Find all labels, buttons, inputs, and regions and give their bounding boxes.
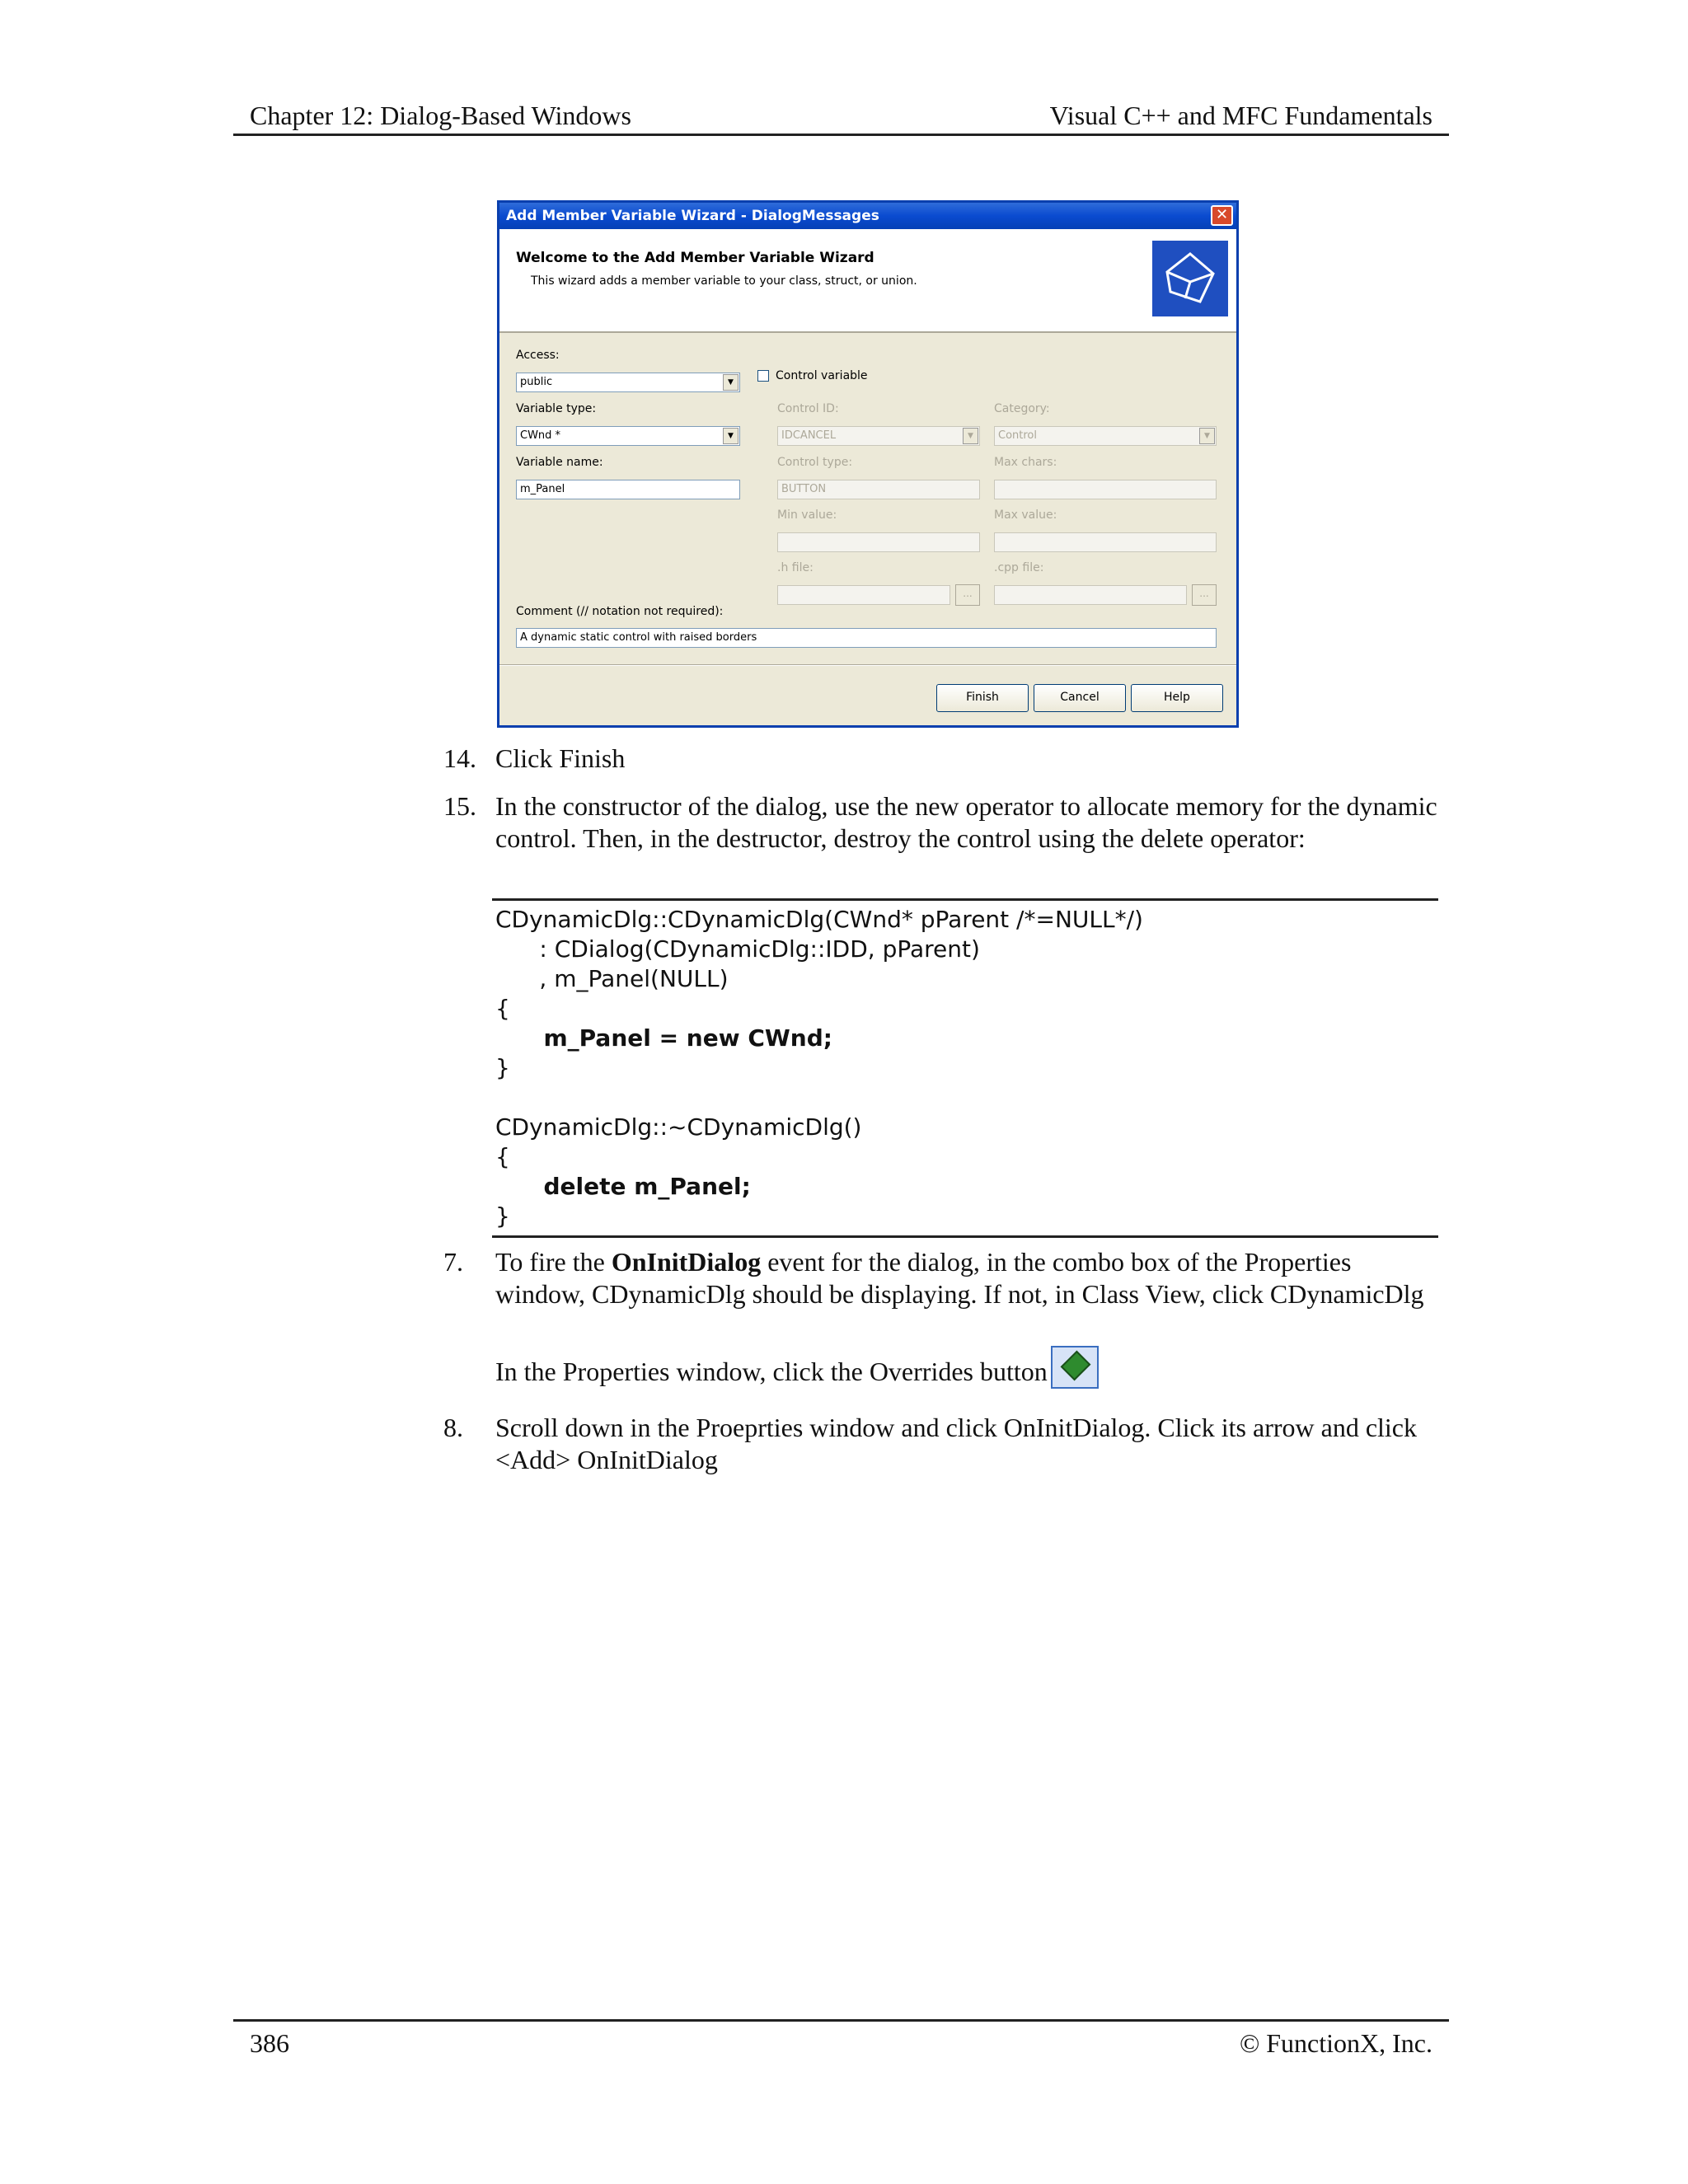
code-line: delete m_Panel;: [495, 1173, 751, 1200]
page-number: 386: [250, 2028, 289, 2058]
wizard-banner: [499, 229, 1236, 333]
code-line: }: [495, 1202, 510, 1230]
cpp-file-browse-button[interactable]: ...: [1192, 584, 1217, 606]
code-line: , m_Panel(NULL): [495, 965, 729, 992]
step-15-text: In the constructor of the dialog, use the new operator to allocate memory for the dynamic control. Then, in the destructor, destroy the control using the delete operator:: [495, 791, 1437, 853]
access-label: Access:: [516, 349, 560, 362]
book-title: Visual C++ and MFC Fundamentals: [1049, 101, 1432, 130]
step-7-sub: In the Properties window, click the Overrides button: [495, 1357, 1048, 1386]
code-line: CDynamicDlg::~CDynamicDlg(): [495, 1113, 862, 1141]
code-line: CDynamicDlg::CDynamicDlg(CWnd* pParent /*=NULL*/): [495, 906, 1143, 933]
control-variable-checkbox[interactable]: [757, 370, 769, 382]
step-7-post: event for the dialog, in the combo box of the Properties window, CDynamicDlg should be displaying. If not, in Class View, click CDynamicDlg: [495, 1247, 1424, 1309]
dialog-titlebar: [499, 203, 1236, 229]
step-7-text: [495, 1246, 1443, 1310]
code-line: {: [495, 1143, 510, 1170]
dialog-separator: [499, 664, 1236, 666]
welcome-title: Welcome to the Add Member Variable Wizard: [516, 250, 874, 266]
max-chars-label: Max chars:: [994, 456, 1057, 469]
comment-label: Comment (// notation not required):: [516, 605, 724, 618]
category-dropdown[interactable]: [994, 426, 1217, 446]
cpp-file-label: .cpp file:: [994, 561, 1044, 574]
variable-type-label: Variable type:: [516, 402, 597, 415]
code-line: m_Panel = new CWnd;: [495, 1024, 832, 1052]
control-id-label: Control ID:: [777, 402, 839, 415]
chevron-down-icon: ▼: [723, 428, 738, 444]
variable-name-field[interactable]: [516, 480, 740, 499]
help-button[interactable]: Help: [1131, 684, 1223, 712]
code-line: : CDialog(CDynamicDlg::IDD, pParent): [495, 935, 980, 963]
chapter-title: Chapter 12: Dialog-Based Windows: [250, 101, 631, 130]
category-value: Control: [998, 429, 1037, 442]
comment-field[interactable]: [516, 628, 1217, 648]
overrides-button-icon: [1051, 1346, 1099, 1389]
h-file-field[interactable]: [777, 585, 950, 605]
add-member-variable-wizard-dialog: [497, 200, 1239, 728]
control-variable-label: Control variable: [776, 369, 868, 382]
variable-type-value: CWnd *: [520, 429, 561, 442]
h-file-browse-button[interactable]: ...: [955, 584, 980, 606]
chevron-down-icon: ▼: [1199, 428, 1215, 444]
step-7-subtext: [495, 1346, 1443, 1389]
control-type-value: BUTTON: [781, 483, 827, 495]
min-value-label: Min value:: [777, 509, 837, 522]
variable-name-label: Variable name:: [516, 456, 603, 469]
code-block: [492, 898, 1438, 1238]
step-7-number: 7.: [443, 1247, 463, 1277]
control-id-dropdown[interactable]: [777, 426, 980, 446]
step-7-bold: OnInitDialog: [611, 1247, 762, 1277]
close-button[interactable]: [1211, 205, 1233, 226]
min-value-field[interactable]: [777, 532, 980, 552]
close-icon: ✕: [1215, 206, 1229, 223]
code-line: {: [495, 995, 510, 1022]
control-type-field[interactable]: [777, 480, 980, 499]
comment-value: A dynamic static control with raised borders: [520, 631, 757, 644]
chevron-down-icon: ▼: [963, 428, 978, 444]
wizard-logo-icon: [1152, 241, 1228, 316]
step-14-number: 14.: [443, 743, 476, 773]
finish-button[interactable]: Finish: [936, 684, 1029, 712]
control-type-label: Control type:: [777, 456, 853, 469]
step-15-number: 15.: [443, 791, 476, 821]
variable-type-dropdown[interactable]: [516, 426, 740, 446]
max-value-field[interactable]: [994, 532, 1217, 552]
access-dropdown[interactable]: [516, 373, 740, 392]
max-value-label: Max value:: [994, 509, 1057, 522]
step-14-text: Click Finish: [495, 743, 626, 773]
dialog-title: Add Member Variable Wizard - DialogMessages: [506, 208, 879, 224]
step-7-pre: To fire the: [495, 1247, 612, 1277]
step-8-number: 8.: [443, 1413, 463, 1442]
page-header: [233, 97, 1449, 136]
copyright: © FunctionX, Inc.: [1239, 2028, 1432, 2058]
max-chars-field[interactable]: [994, 480, 1217, 499]
h-file-label: .h file:: [777, 561, 814, 574]
control-id-value: IDCANCEL: [781, 429, 837, 442]
cancel-button[interactable]: Cancel: [1034, 684, 1126, 712]
variable-name-value: m_Panel: [520, 483, 565, 495]
chevron-down-icon: ▼: [723, 374, 738, 391]
code-line: }: [495, 1054, 510, 1081]
step-8-text: Scroll down in the Proeprties window and click OnInitDialog. Click its arrow and click <Add> OnInitDialog: [495, 1413, 1417, 1474]
access-value: public: [520, 376, 553, 388]
welcome-description: This wizard adds a member variable to your class, struct, or union.: [531, 274, 917, 288]
cpp-file-field[interactable]: [994, 585, 1187, 605]
page-footer: [233, 2019, 1449, 2071]
category-label: Category:: [994, 402, 1050, 415]
